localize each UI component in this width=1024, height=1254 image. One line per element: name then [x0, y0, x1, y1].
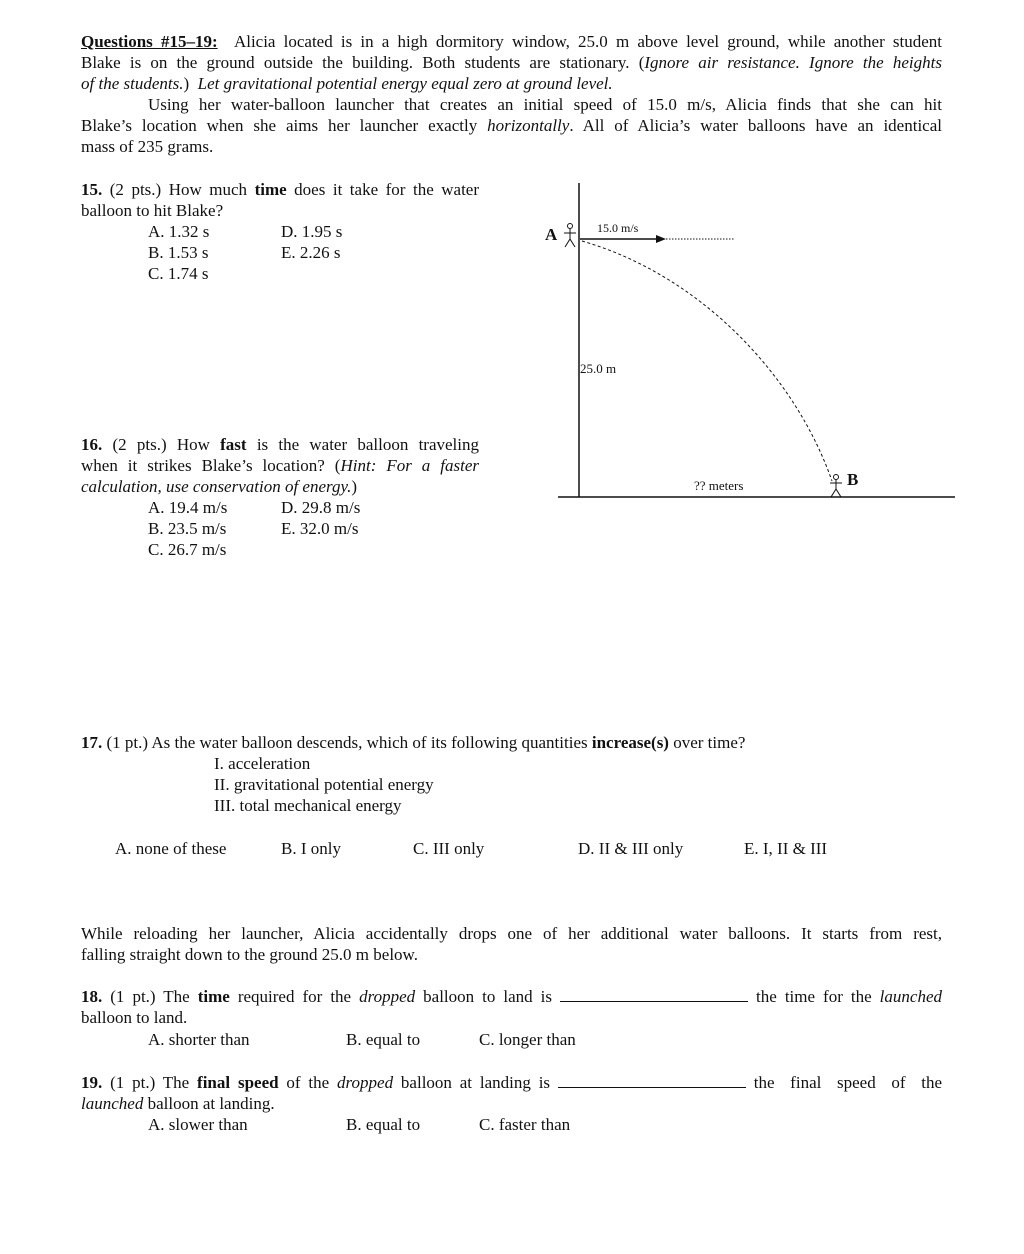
- intro-text-2: Blake is on the ground outside the building. Both students are stationary. (: [81, 53, 645, 72]
- intro-italic-2: Ignore air resistance. Ignore the heights: [644, 53, 942, 72]
- intro-heading: Questions #15–19:: [81, 32, 218, 51]
- q17-bold: increase(s): [591, 733, 669, 752]
- trajectory-path: [582, 241, 832, 481]
- intro-text-1: Alicia located is in a high dormitory window, 25.0 m above level ground, while another student: [233, 32, 942, 51]
- reload-line-2: falling straight down to the ground 25.0 m below.: [81, 945, 418, 964]
- q16-line3-italic: calculation, use conservation of energy.: [81, 477, 352, 496]
- q18-choice-b[interactable]: B. equal to: [346, 1030, 421, 1049]
- q15-choice-b[interactable]: B. 1.53 s: [148, 243, 209, 262]
- intro-line-1: [81, 31, 942, 52]
- intro-para2-line-1: [148, 94, 942, 115]
- intro-line-3: [81, 73, 613, 94]
- q16-rest: is the water balloon traveling: [246, 435, 480, 454]
- intro-para2-text-2a: Blake’s location when she aims her launcher exactly: [81, 116, 488, 135]
- q19-mid-2: balloon at landing is: [393, 1073, 558, 1092]
- q15-pts: (2 pts.) How much: [109, 180, 255, 199]
- q16-line2-italic: Hint: For a faster: [340, 456, 479, 475]
- q18-line-2: balloon to land.: [81, 1008, 188, 1027]
- velocity-arrowhead: [656, 235, 666, 243]
- q15-line-1: [81, 179, 479, 200]
- q19-choice-c[interactable]: C. faster than: [479, 1115, 571, 1134]
- q19-pts: (1 pt.) The: [110, 1073, 198, 1092]
- q17-choice-d[interactable]: D. II & III only: [578, 839, 684, 858]
- q16-line2-text: when it strikes Blake’s location? (: [81, 456, 341, 475]
- q19-number: 19.: [81, 1073, 103, 1092]
- q18-pts: (1 pt.) The: [110, 987, 198, 1006]
- q17-choice-c[interactable]: C. III only: [413, 839, 485, 858]
- q19-choice-b[interactable]: B. equal to: [346, 1115, 421, 1134]
- intro-mid-3: ): [183, 74, 198, 93]
- q18-italic-2: launched: [879, 987, 942, 1006]
- intro-para2-text-1: Using her water-balloon launcher that creates an initial speed of 15.0 m/s, Alicia finds that she can hit: [148, 95, 942, 114]
- q17-pts: (1 pt.) As the water balloon descends, which of its following quantities: [106, 733, 592, 752]
- q16-line-3: [81, 476, 357, 497]
- person-b-icon: [830, 475, 842, 498]
- projectile-diagram: [540, 175, 960, 505]
- person-a-icon: [564, 224, 576, 248]
- q17-choice-a[interactable]: A. none of these: [115, 839, 227, 858]
- q15-rest: does it take for the water: [286, 180, 480, 199]
- q18-number: 18.: [81, 987, 103, 1006]
- q19-bold: final speed: [197, 1073, 279, 1092]
- q16-choice-a[interactable]: A. 19.4 m/s: [148, 498, 228, 517]
- q17-choice-b[interactable]: B. I only: [281, 839, 341, 858]
- label-b: B: [847, 470, 859, 489]
- speed-label: 15.0 m/s: [597, 221, 639, 235]
- height-label: 25.0 m: [580, 361, 617, 376]
- q15-choice-a[interactable]: A. 1.32 s: [148, 222, 210, 241]
- intro-para2-italic: horizontally: [487, 116, 570, 135]
- q16-choice-d[interactable]: D. 29.8 m/s: [281, 498, 361, 517]
- q17-item-1: I. acceleration: [214, 754, 311, 773]
- q16-number: 16.: [81, 435, 103, 454]
- q17-item-2: II. gravitational potential energy: [214, 775, 434, 794]
- q17-number: 17.: [81, 733, 103, 752]
- q15-number: 15.: [81, 180, 103, 199]
- q16-choice-b[interactable]: B. 23.5 m/s: [148, 519, 227, 538]
- q15-line-2: balloon to hit Blake?: [81, 201, 224, 220]
- intro-italic-3a: of the students.: [81, 74, 184, 93]
- q17-rest: over time?: [668, 733, 746, 752]
- intro-para2-text-2b: . All of Alicia’s water balloons have an identical: [569, 116, 942, 135]
- q15-choice-e[interactable]: E. 2.26 s: [281, 243, 341, 262]
- q15-bold: time: [254, 180, 287, 199]
- q19-line2-rest: balloon at landing.: [143, 1094, 275, 1113]
- q15-choice-c[interactable]: C. 1.74 s: [148, 264, 209, 283]
- q18-after-blank: the time for the: [748, 987, 880, 1006]
- intro-para2-line-2: [81, 115, 942, 136]
- q17-line-1: [81, 732, 745, 753]
- q16-pts: (2 pts.) How: [112, 435, 221, 454]
- q18-choice-a[interactable]: A. shorter than: [148, 1030, 250, 1049]
- q19-answer-blank[interactable]: [558, 1073, 746, 1088]
- q16-line-2: [81, 455, 479, 476]
- q18-bold: time: [197, 987, 230, 1006]
- q16-choice-c[interactable]: C. 26.7 m/s: [148, 540, 227, 559]
- q18-italic-1: dropped: [359, 987, 416, 1006]
- distance-label: ?? meters: [694, 478, 744, 493]
- q17-choice-e[interactable]: E. I, II & III: [744, 839, 828, 858]
- q18-mid-2: balloon to land is: [415, 987, 561, 1006]
- q16-line-1: [81, 434, 479, 455]
- q19-line-2: [81, 1093, 275, 1114]
- reload-line-1: While reloading her launcher, Alicia accidentally drops one of her additional water balloons. It starts from rest,: [81, 924, 942, 943]
- q15-choice-d[interactable]: D. 1.95 s: [281, 222, 343, 241]
- q19-after-blank: the final speed of the: [745, 1073, 943, 1092]
- q17-item-3: III. total mechanical energy: [214, 796, 402, 815]
- q19-mid: of the: [278, 1073, 338, 1092]
- q19-line-1: [81, 1072, 942, 1093]
- q19-line2-italic: launched: [81, 1094, 144, 1113]
- q19-choice-a[interactable]: A. slower than: [148, 1115, 248, 1134]
- intro-para2-line-3: mass of 235 grams.: [81, 137, 214, 156]
- intro-italic-3b: Let gravitational potential energy equal zero at ground level.: [197, 74, 613, 93]
- q18-answer-blank[interactable]: [560, 987, 748, 1002]
- intro-line-2: [81, 52, 942, 73]
- q16-line3-end: ): [351, 477, 358, 496]
- q19-italic-1: dropped: [337, 1073, 394, 1092]
- q16-bold: fast: [220, 435, 247, 454]
- q18-line-1: [81, 986, 942, 1007]
- q16-choice-e[interactable]: E. 32.0 m/s: [281, 519, 359, 538]
- q18-mid: required for the: [229, 987, 360, 1006]
- label-a: A: [545, 225, 558, 244]
- q18-choice-c[interactable]: C. longer than: [479, 1030, 576, 1049]
